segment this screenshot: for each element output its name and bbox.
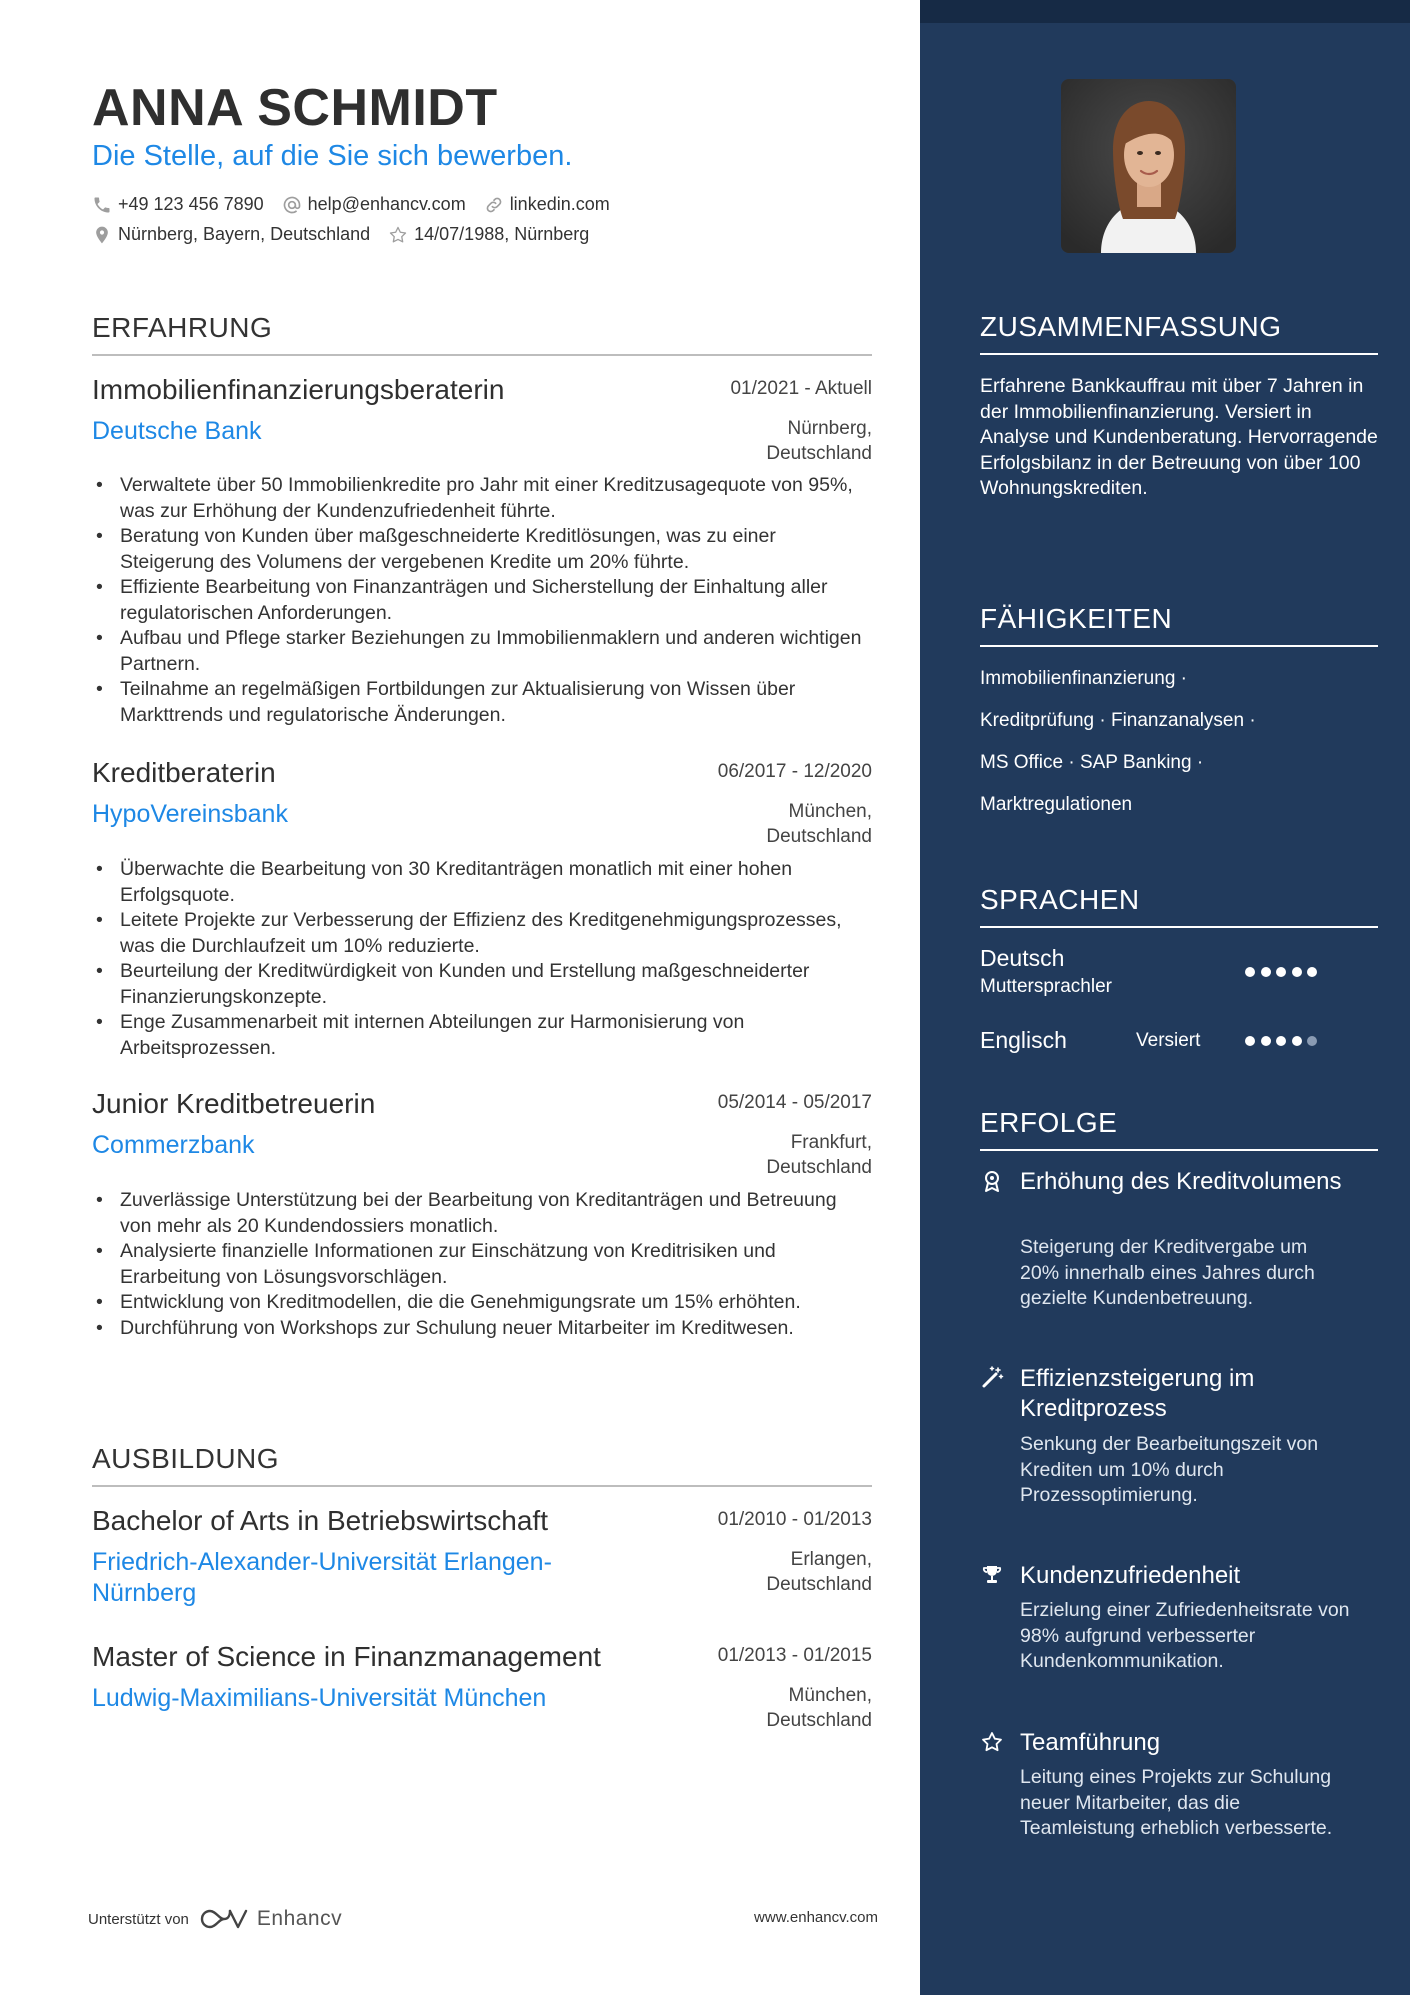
- achievement-title: Erhöhung des Kreditvolumens: [1020, 1168, 1342, 1195]
- job-location-city: Frankfurt,: [790, 1132, 872, 1153]
- job-location-city: München,: [788, 801, 872, 822]
- job-company[interactable]: Commerzbank: [92, 1131, 255, 1159]
- job-bullet: • Zuverlässige Unterstützung bei der Bearbeitung von Kreditanträgen und Betreuung von mehr als 20 Kundendossiers monatlich.: [92, 1188, 872, 1239]
- job-date: 05/2014 - 05/2017: [717, 1092, 872, 1113]
- skill-line: Marktregulationen: [980, 794, 1133, 815]
- magic-wand-icon: [980, 1366, 1004, 1390]
- skills-section-title: FÄHIGKEITEN: [980, 603, 1378, 647]
- rating-dot: [1245, 967, 1255, 977]
- school-location-city: München,: [788, 1685, 872, 1706]
- summary-text: Erfahrene Bankkauffrau mit über 7 Jahren in der Immobilienfinanzierung. Versiert in Analyse und Kundenberatung. Hervorragende Erfolgsbilanz in der Betreuung von über 100 Wohnungskrediten.: [980, 375, 1378, 499]
- job-bullet: • Überwachte die Bearbeitung von 30 Kreditanträgen monatlich mit einer hohen Erfolgsquote.: [92, 857, 872, 908]
- candidate-name: ANNA SCHMIDT: [92, 79, 498, 137]
- job-company[interactable]: Deutsche Bank: [92, 417, 262, 445]
- job-location: [672, 1130, 872, 1180]
- experience-section-title: ERFAHRUNG: [92, 312, 872, 356]
- school-location-country: Deutschland: [766, 1710, 872, 1731]
- award-icon: [980, 1169, 1004, 1193]
- job-bullet: • Teilnahme an regelmäßigen Fortbildungen zur Aktualisierung von Wissen über Markttrends und regulatorische Änderungen.: [92, 677, 872, 728]
- achievement-description: Leitung eines Projekts zur Schulung neuer Mitarbeiter, das die Teamleistung erheblich verbesserte.: [1020, 1766, 1333, 1839]
- summary-section-title: ZUSAMMENFASSUNG: [980, 311, 1378, 355]
- contact-row-2: [92, 224, 607, 245]
- portrait-image: [1061, 79, 1236, 253]
- job-location: [672, 799, 872, 849]
- school-name[interactable]: Friedrich-Alexander-Universität Erlangen-Nürnberg: [92, 1548, 552, 1607]
- job-bullet: • Effiziente Bearbeitung von Finanzanträgen und Sicherstellung der Einhaltung aller regulatorischen Anforderungen.: [92, 575, 872, 626]
- location-pin-icon: [92, 225, 112, 245]
- sidebar: [920, 0, 1410, 1995]
- achievement-title: Effizienzsteigerung im Kreditprozess: [1020, 1365, 1255, 1422]
- skill-line: Kreditprüfung · Finanzanalysen ·: [980, 710, 1256, 731]
- star-outline-icon: [388, 225, 408, 245]
- trophy-icon: [980, 1563, 1004, 1587]
- powered-by: [88, 1906, 342, 1932]
- contact-row-1: [92, 194, 628, 215]
- achievements-section-title: ERFOLGE: [980, 1107, 1378, 1151]
- email-contact[interactable]: [282, 194, 466, 215]
- school-location: [672, 1547, 872, 1597]
- at-icon: [282, 195, 302, 215]
- rating-dot: [1292, 1036, 1302, 1046]
- linkedin-contact[interactable]: [484, 194, 610, 215]
- languages-section-title: SPRACHEN: [980, 884, 1378, 928]
- school-location-country: Deutschland: [766, 1574, 872, 1595]
- rating-dot: [1261, 967, 1271, 977]
- rating-dot: [1276, 967, 1286, 977]
- enhancv-brand-text: Enhancv: [256, 1907, 343, 1930]
- phone-icon: [92, 195, 112, 215]
- skill-line: MS Office · SAP Banking ·: [980, 752, 1204, 773]
- powered-by-text: Unterstützt von: [88, 1910, 189, 1928]
- star-icon: [980, 1730, 1004, 1754]
- website-link[interactable]: www.enhancv.com: [754, 1909, 878, 1926]
- headline: Die Stelle, auf die Sie sich bewerben.: [92, 140, 573, 172]
- rating-dot: [1307, 967, 1317, 977]
- phone-contact: [92, 194, 264, 215]
- rating-dot-empty: [1307, 1036, 1317, 1046]
- sidebar-top-bar: [920, 0, 1410, 23]
- job-date: 01/2021 - Aktuell: [730, 378, 872, 399]
- job-company[interactable]: HypoVereinsbank: [92, 800, 288, 828]
- job-bullet: • Durchführung von Workshops zur Schulung neuer Mitarbeiter im Kreditwesen.: [92, 1316, 872, 1342]
- language-level: Versiert: [1136, 1030, 1201, 1051]
- school-name[interactable]: Ludwig-Maximilians-Universität München: [92, 1684, 547, 1712]
- school-location: [672, 1683, 872, 1733]
- job-location-country: Deutschland: [766, 443, 872, 464]
- job-bullets: [92, 857, 872, 1061]
- achievement-description: Steigerung der Kreditvergabe um 20% innerhalb eines Jahres durch gezielte Kundenbetreuung.: [1020, 1236, 1315, 1309]
- email-text[interactable]: help@enhancv.com: [307, 194, 466, 214]
- achievement-description: Erzielung einer Zufriedenheitsrate von 98% aufgrund verbesserter Kundenkommunikation.: [1020, 1599, 1350, 1672]
- job-bullets: [92, 473, 872, 728]
- job-date: 06/2017 - 12/2020: [717, 761, 872, 782]
- job-title: Junior Kreditbetreuerin: [92, 1088, 376, 1119]
- skill-line: Immobilienfinanzierung ·: [980, 668, 1187, 689]
- education-date: 01/2013 - 01/2015: [717, 1645, 872, 1666]
- job-bullet: • Enge Zusammenarbeit mit internen Abteilungen zur Harmonisierung von Arbeitsprozessen.: [92, 1010, 872, 1061]
- phone-text: +49 123 456 7890: [118, 194, 264, 214]
- job-location-country: Deutschland: [766, 1157, 872, 1178]
- location-text: Nürnberg, Bayern, Deutschland: [118, 224, 371, 244]
- profile-photo: [1061, 79, 1236, 253]
- degree-title: Bachelor of Arts in Betriebswirtschaft: [92, 1505, 548, 1536]
- job-bullet: • Verwaltete über 50 Immobilienkredite pro Jahr mit einer Kreditzusagequote von 95%, was zur Erhöhung der Kundenzufriedenheit führte.: [92, 473, 872, 524]
- job-title: Immobilienfinanzierungsberaterin: [92, 374, 505, 405]
- job-title: Kreditberaterin: [92, 757, 276, 788]
- rating-dot: [1245, 1036, 1255, 1046]
- link-icon: [484, 195, 504, 215]
- job-bullet: • Analysierte finanzielle Informationen zur Einschätzung von Kreditrisiken und Erarbeitung von Lösungsvorschlägen.: [92, 1239, 872, 1290]
- enhancv-logo-icon: [199, 1906, 249, 1932]
- linkedin-text[interactable]: linkedin.com: [509, 194, 610, 214]
- language-level: Muttersprachler: [980, 976, 1112, 997]
- birth-text: 14/07/1988, Nürnberg: [414, 224, 590, 244]
- job-location-country: Deutschland: [766, 826, 872, 847]
- location-contact: [92, 224, 370, 245]
- job-bullet: • Leitete Projekte zur Verbesserung der Effizienz des Kreditgenehmigungsprozesses, was die Durchlaufzeit um 10% reduzierte.: [92, 908, 872, 959]
- job-bullet: • Entwicklung von Kreditmodellen, die die Genehmigungsrate um 15% erhöhten.: [92, 1290, 872, 1316]
- rating-dot: [1261, 1036, 1271, 1046]
- degree-title: Master of Science in Finanzmanagement: [92, 1641, 601, 1672]
- rating-dot: [1292, 967, 1302, 977]
- job-bullet: • Aufbau und Pflege starker Beziehungen zu Immobilienmaklern und anderen wichtigen Partnern.: [92, 626, 872, 677]
- language-name: Deutsch: [980, 945, 1065, 971]
- achievement-title: Kundenzufriedenheit: [1020, 1562, 1241, 1589]
- job-location-city: Nürnberg,: [787, 418, 872, 439]
- job-bullets: [92, 1188, 872, 1341]
- job-bullet: • Beratung von Kunden über maßgeschneiderte Kreditlösungen, was zu einer Steigerung des Volumens der vergebenen Kredite um 20% führte.: [92, 524, 872, 575]
- language-rating: [1245, 1036, 1323, 1046]
- language-rating: [1245, 967, 1323, 977]
- job-location: [672, 416, 872, 466]
- rating-dot: [1276, 1036, 1286, 1046]
- education-section-title: AUSBILDUNG: [92, 1443, 872, 1487]
- job-bullet: • Beurteilung der Kreditwürdigkeit von Kunden und Erstellung maßgeschneiderter Finanzierungskonzepte.: [92, 959, 872, 1010]
- achievement-title: Teamführung: [1020, 1729, 1161, 1756]
- language-name: Englisch: [980, 1027, 1067, 1053]
- school-location-city: Erlangen,: [790, 1549, 872, 1570]
- achievement-description: Senkung der Bearbeitungszeit von Krediten um 10% durch Prozessoptimierung.: [1020, 1433, 1319, 1506]
- birth-contact: [388, 224, 589, 245]
- education-date: 01/2010 - 01/2013: [717, 1509, 872, 1530]
